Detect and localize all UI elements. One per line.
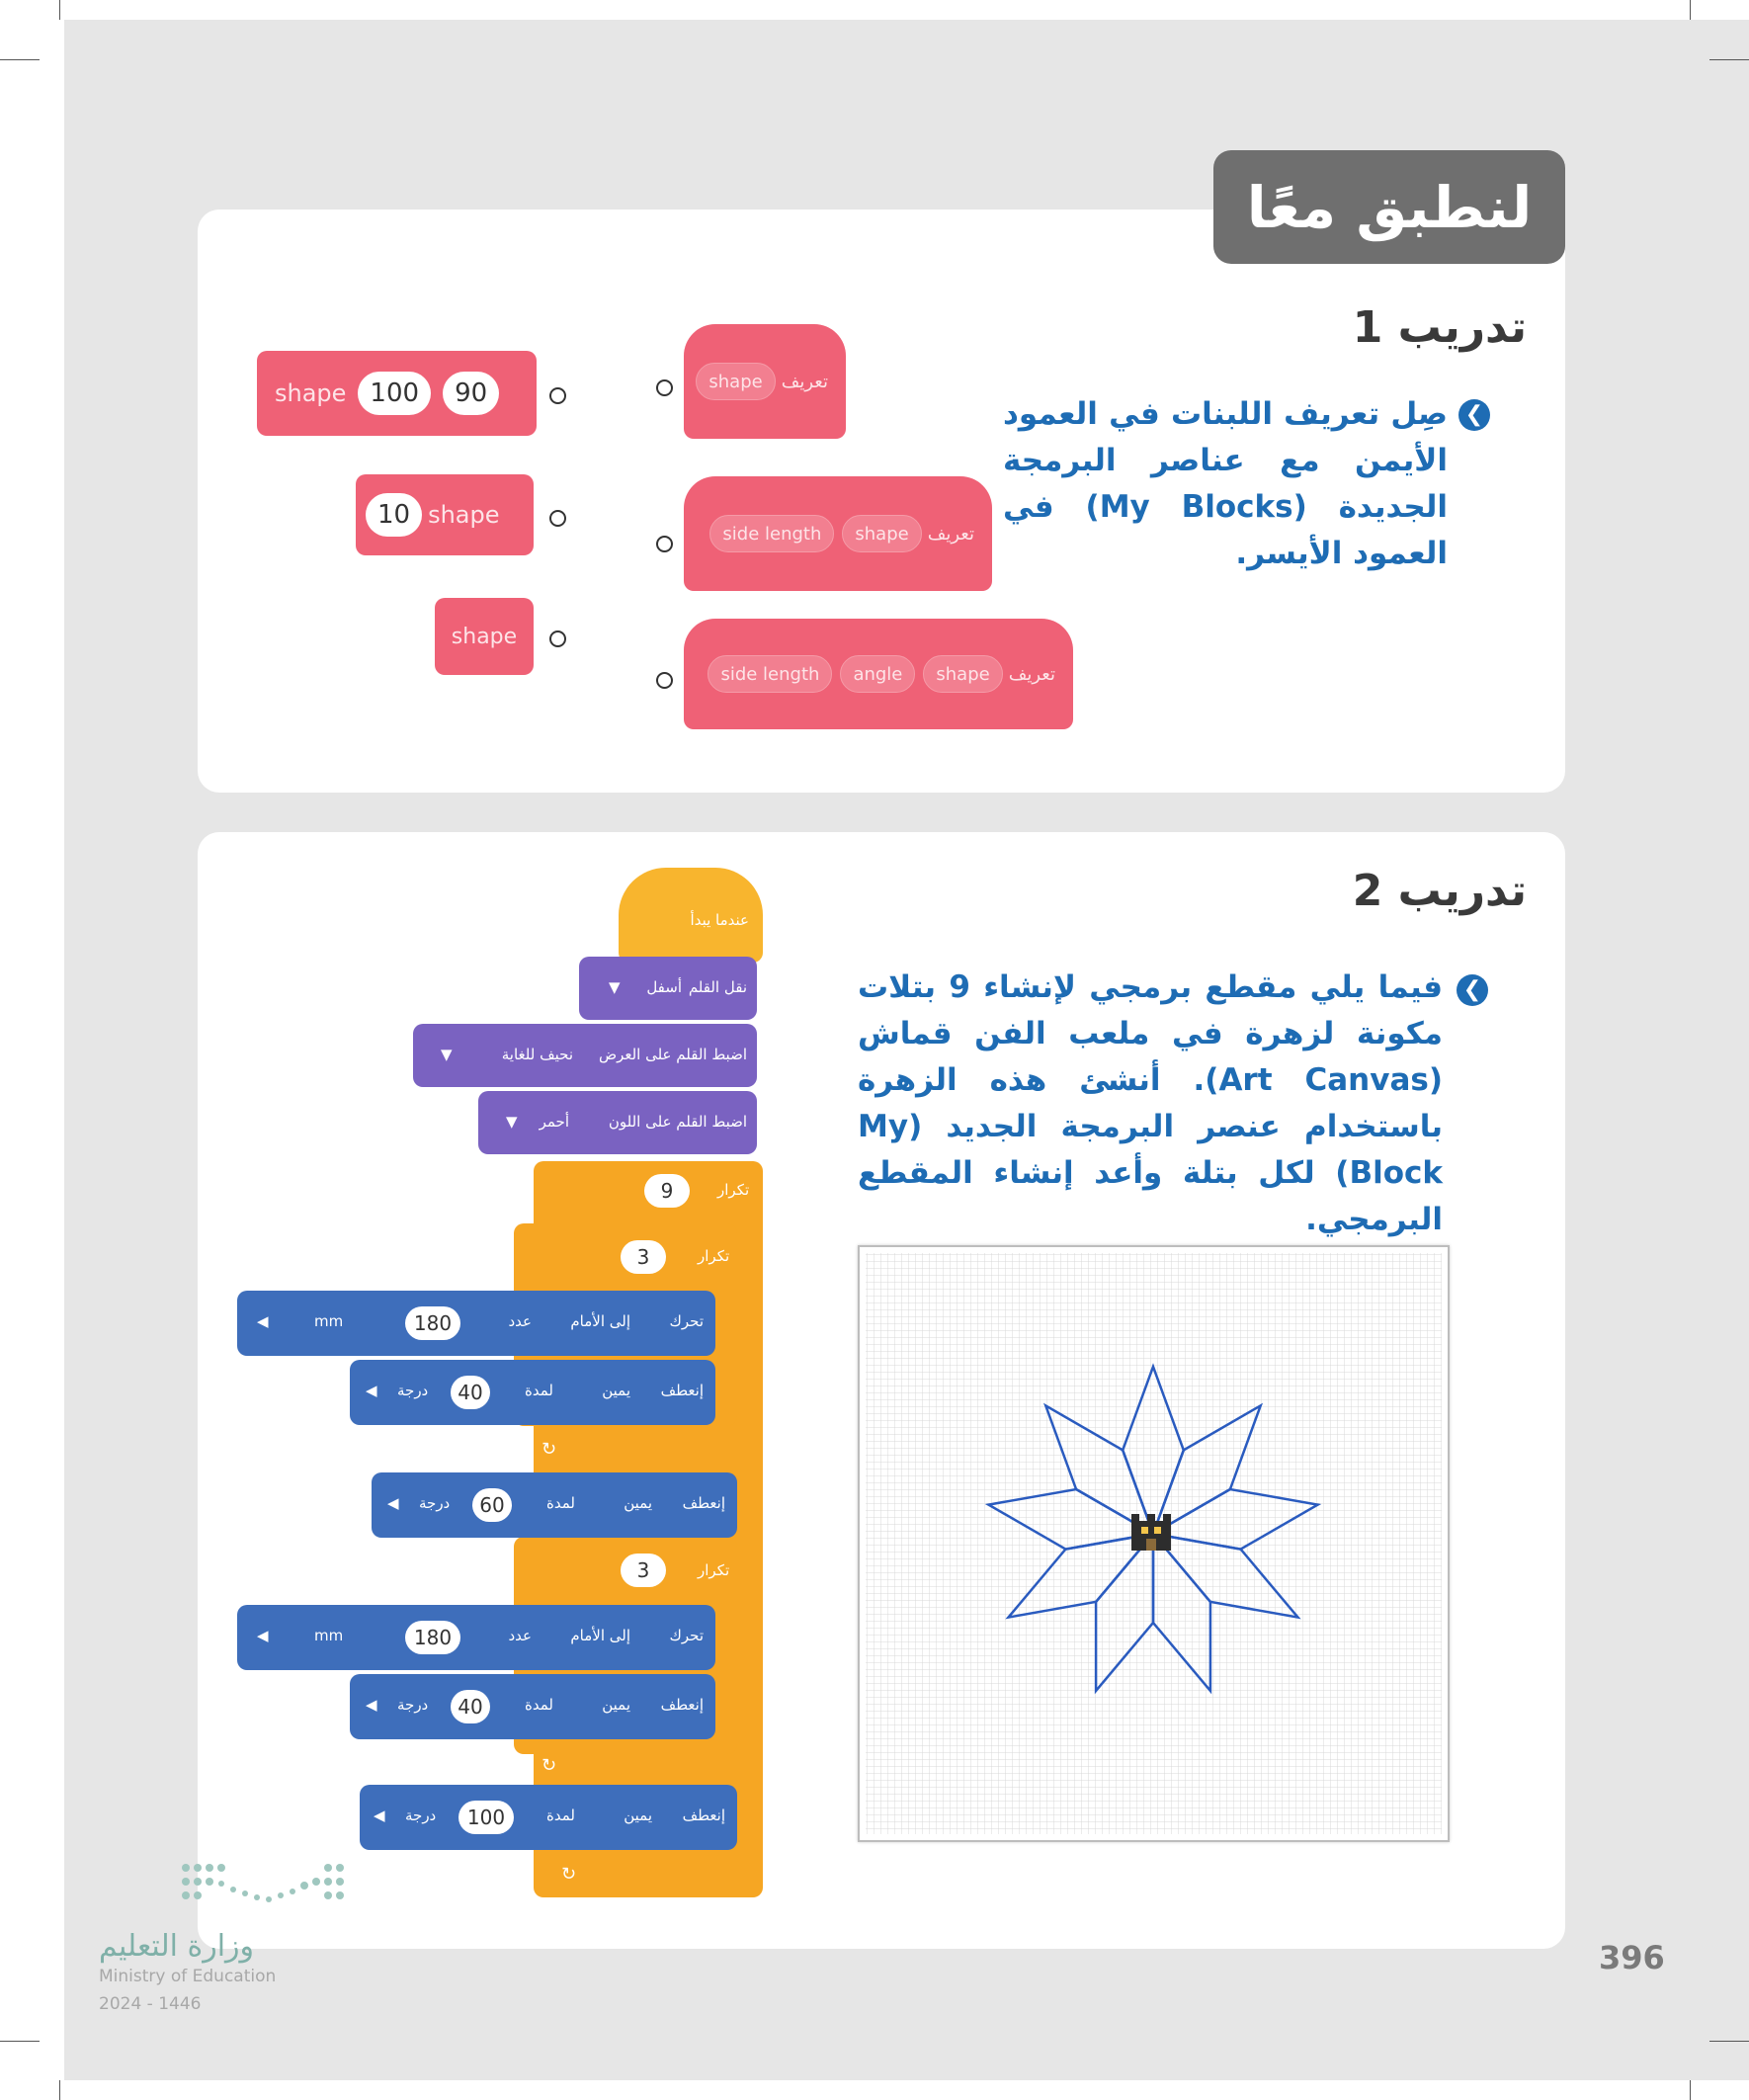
call-input[interactable]: 10 xyxy=(366,493,422,537)
define-label: تعريف xyxy=(1008,663,1055,685)
connector-dot[interactable] xyxy=(549,387,566,404)
caret-down-icon: ▼ xyxy=(506,1113,518,1131)
degree-label: درجة xyxy=(397,1696,429,1714)
for-label: لمدة xyxy=(525,1696,553,1714)
connector-dot[interactable] xyxy=(549,510,566,527)
turn-block[interactable] xyxy=(360,1785,737,1850)
loop-arrow-icon: ↻ xyxy=(541,1439,557,1460)
caret-left-icon: ◀ xyxy=(366,1696,377,1714)
call-input[interactable]: 100 xyxy=(358,372,431,415)
move-label: تحرك xyxy=(669,1312,704,1330)
crop-mark xyxy=(59,2080,60,2100)
define-param: side length xyxy=(708,655,832,693)
page-number: 396 xyxy=(1599,1939,1665,1976)
pen-color-value[interactable]: أحمر xyxy=(539,1113,569,1131)
turn-direction[interactable]: يمين xyxy=(624,1806,652,1824)
pen-width-block[interactable] xyxy=(413,1024,757,1087)
unit-label[interactable]: mm xyxy=(314,1627,344,1644)
chevron-left-icon: ❮ xyxy=(1458,399,1490,431)
caret-down-icon: ▼ xyxy=(609,978,621,996)
section-header xyxy=(1213,150,1565,264)
turn-direction[interactable]: يمين xyxy=(602,1696,630,1714)
define-param: shape xyxy=(923,655,1002,693)
turn-block[interactable] xyxy=(350,1674,715,1739)
repeat-inner-label: تكرار xyxy=(698,1561,730,1579)
move-direction[interactable]: إلى الأمام xyxy=(570,1627,630,1644)
crop-mark xyxy=(0,59,40,60)
call-block-2[interactable] xyxy=(356,474,534,555)
exercise1-title: تدريب 1 xyxy=(1352,302,1527,353)
academic-year: 2024 - 1446 xyxy=(99,1994,202,2014)
define-label: تعريف xyxy=(927,523,974,545)
repeat-outer-count[interactable]: 9 xyxy=(644,1174,690,1208)
define-block-1[interactable] xyxy=(684,324,846,439)
define-block-2[interactable] xyxy=(684,476,992,591)
turn-label: إنعطف xyxy=(682,1494,725,1512)
turn-angle[interactable]: 60 xyxy=(472,1488,512,1522)
connector-dot[interactable] xyxy=(549,630,566,647)
define-param: shape xyxy=(696,363,775,400)
move-block[interactable] xyxy=(237,1291,715,1356)
turn-angle[interactable]: 100 xyxy=(458,1801,514,1834)
turn-direction[interactable]: يمين xyxy=(624,1494,652,1512)
move-count-label: عدد xyxy=(508,1312,532,1330)
define-param: side length xyxy=(709,515,834,552)
hat-label: عندما يبدأ xyxy=(690,911,749,929)
exercise1-instruction: صِل تعريف اللبنات في العمود الأيمن مع عناصر البرمجة الجديدة (My Blocks) في العمود الأيسر. xyxy=(1003,396,1448,571)
caret-left-icon: ◀ xyxy=(257,1312,269,1330)
repeat-inner-count[interactable]: 3 xyxy=(621,1240,666,1274)
for-label: لمدة xyxy=(546,1806,575,1824)
turn-label: إنعطف xyxy=(682,1806,725,1824)
call-input[interactable]: 90 xyxy=(443,372,499,415)
turn-block[interactable] xyxy=(372,1472,737,1538)
caret-left-icon: ◀ xyxy=(366,1382,377,1399)
crop-mark xyxy=(0,2041,40,2042)
crop-mark xyxy=(1709,59,1749,60)
repeat-outer-label: تكرار xyxy=(717,1181,750,1199)
move-count-label: عدد xyxy=(508,1627,532,1644)
pen-move-value[interactable]: أسفل xyxy=(646,978,682,996)
repeat-inner-count[interactable]: 3 xyxy=(621,1554,666,1587)
degree-label: درجة xyxy=(397,1382,429,1399)
pen-move-label: نقل القلم xyxy=(688,978,747,996)
for-label: لمدة xyxy=(525,1382,553,1399)
loop-arrow-icon: ↻ xyxy=(561,1864,577,1885)
when-start-block[interactable] xyxy=(619,868,763,963)
turn-label: إنعطف xyxy=(660,1696,704,1714)
define-label: تعريف xyxy=(781,371,828,392)
move-direction[interactable]: إلى الأمام xyxy=(570,1312,630,1330)
robot-icon xyxy=(1131,1514,1171,1551)
repeat-inner-label: تكرار xyxy=(698,1247,730,1265)
pen-move-block[interactable] xyxy=(579,957,757,1020)
art-canvas xyxy=(858,1245,1450,1842)
crop-mark xyxy=(59,0,60,20)
caret-down-icon: ▼ xyxy=(441,1046,453,1063)
move-distance[interactable]: 180 xyxy=(405,1306,460,1340)
loop-arrow-icon: ↻ xyxy=(541,1755,557,1776)
degree-label: درجة xyxy=(405,1806,437,1824)
caret-left-icon: ◀ xyxy=(374,1806,385,1824)
turn-angle[interactable]: 40 xyxy=(451,1376,490,1409)
pen-color-label: اضبط القلم على اللون xyxy=(608,1113,747,1131)
degree-label: درجة xyxy=(419,1494,451,1512)
move-block[interactable] xyxy=(237,1605,715,1670)
move-distance[interactable]: 180 xyxy=(405,1621,460,1654)
turn-angle[interactable]: 40 xyxy=(451,1690,490,1723)
call-block-name: shape xyxy=(275,379,347,407)
for-label: لمدة xyxy=(546,1494,575,1512)
connector-dot[interactable] xyxy=(656,379,673,396)
caret-left-icon: ◀ xyxy=(387,1494,399,1512)
turn-block[interactable] xyxy=(350,1360,715,1425)
call-block-name: shape xyxy=(428,501,500,529)
turn-direction[interactable]: يمين xyxy=(602,1382,630,1399)
define-param: shape xyxy=(842,515,921,552)
pen-width-value[interactable]: نحيف للغاية xyxy=(501,1046,573,1063)
exercise2-title: تدريب 2 xyxy=(1352,866,1527,916)
connector-dot[interactable] xyxy=(656,536,673,552)
chevron-left-icon: ❮ xyxy=(1457,974,1488,1006)
unit-label[interactable]: mm xyxy=(314,1312,344,1330)
call-block-name: shape xyxy=(451,624,518,649)
ministry-name-ar: وزارة التعليم xyxy=(99,1929,255,1964)
exercise2-instruction: فيما يلي مقطع برمجي لإنشاء 9 بتلات مكونة لزهرة في ملعب الفن قماش (Art Canvas). أنشئ هذه الزهرة باستخدام عنصر البرمجة الجديد (My Block) لكل بتلة وأعد إنشاء المقطع البرمجي. xyxy=(858,969,1444,1237)
move-label: تحرك xyxy=(669,1627,704,1644)
ministry-logo-dots xyxy=(180,1862,353,1911)
call-block-1[interactable] xyxy=(257,351,537,436)
ministry-name-en: Ministry of Education xyxy=(99,1967,277,1986)
pen-color-block[interactable] xyxy=(478,1091,757,1154)
turn-label: إنعطف xyxy=(660,1382,704,1399)
call-block-3[interactable] xyxy=(435,598,534,675)
define-block-3[interactable] xyxy=(684,619,1073,729)
pen-width-label: اضبط القلم على العرض xyxy=(598,1046,747,1063)
crop-mark xyxy=(1709,2041,1749,2042)
crop-mark xyxy=(1690,0,1691,20)
canvas-svg xyxy=(860,1247,1448,1840)
crop-mark xyxy=(1690,2080,1691,2100)
connector-dot[interactable] xyxy=(656,672,673,689)
define-param: angle xyxy=(840,655,915,693)
caret-left-icon: ◀ xyxy=(257,1627,269,1644)
section-header-title: لنطبق معًا xyxy=(1246,173,1533,241)
